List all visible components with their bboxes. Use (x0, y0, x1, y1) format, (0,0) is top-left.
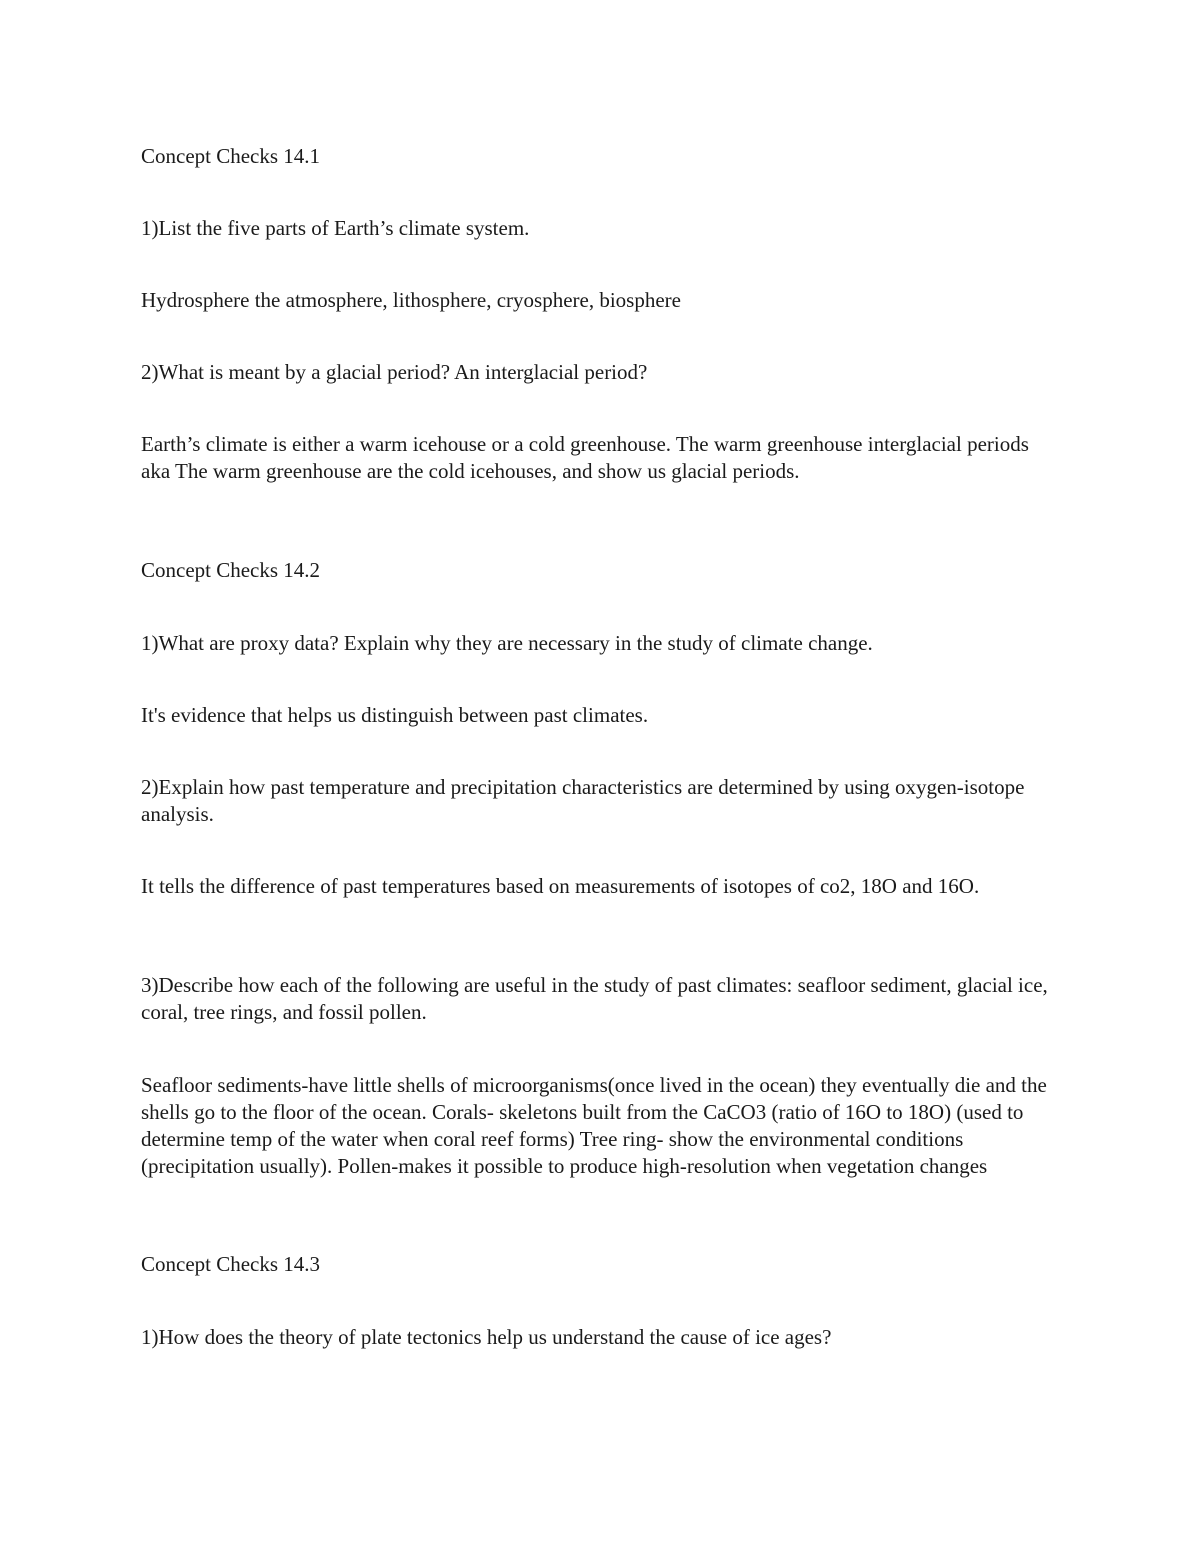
question-14-2-2: 2)Explain how past temperature and precipitation characteristics are determined by using oxygen-isotope analysis. (141, 775, 1025, 826)
question-14-1-2: 2)What is meant by a glacial period? An interglacial period? (141, 360, 648, 384)
answer-14-2-2: It tells the difference of past temperatures based on measurements of isotopes of co2, 18O and 16O. (141, 874, 980, 898)
question-14-2-1: 1)What are proxy data? Explain why they are necessary in the study of climate change. (141, 631, 873, 655)
section-heading-14-1: Concept Checks 14.1 (141, 144, 321, 168)
question-14-2-3: 3)Describe how each of the following are useful in the study of past climates: seafloor sediment, glacial ice, coral, tree rings, and fossil pollen. (141, 973, 1048, 1024)
section-heading-14-3: Concept Checks 14.3 (141, 1252, 321, 1276)
answer-14-2-3: Seafloor sediments-have little shells of microorganisms(once lived in the ocean) they eventually die and the shells go to the floor of the ocean. Corals- skeletons built from the CaCO3 (ratio of 16O to 18O) (used to determine temp of the water when coral reef forms) Tree ring- show the environmental conditions (precipitation usually). Pollen-makes it possible to produce high-resolution when vegetation changes (141, 1073, 1047, 1178)
section-heading-14-2: Concept Checks 14.2 (141, 558, 321, 582)
answer-14-1-1: Hydrosphere the atmosphere, lithosphere, cryosphere, biosphere (141, 288, 681, 312)
answer-14-2-1: It's evidence that helps us distinguish between past climates. (141, 703, 649, 727)
question-14-3-1: 1)How does the theory of plate tectonics help us understand the cause of ice ages? (141, 1325, 832, 1349)
answer-14-1-2: Earth’s climate is either a warm icehouse or a cold greenhouse. The warm greenhouse interglacial periods aka The warm greenhouse are the cold icehouses, and show us glacial periods. (141, 432, 1029, 483)
question-14-1-1: 1)List the five parts of Earth’s climate system. (141, 216, 530, 240)
